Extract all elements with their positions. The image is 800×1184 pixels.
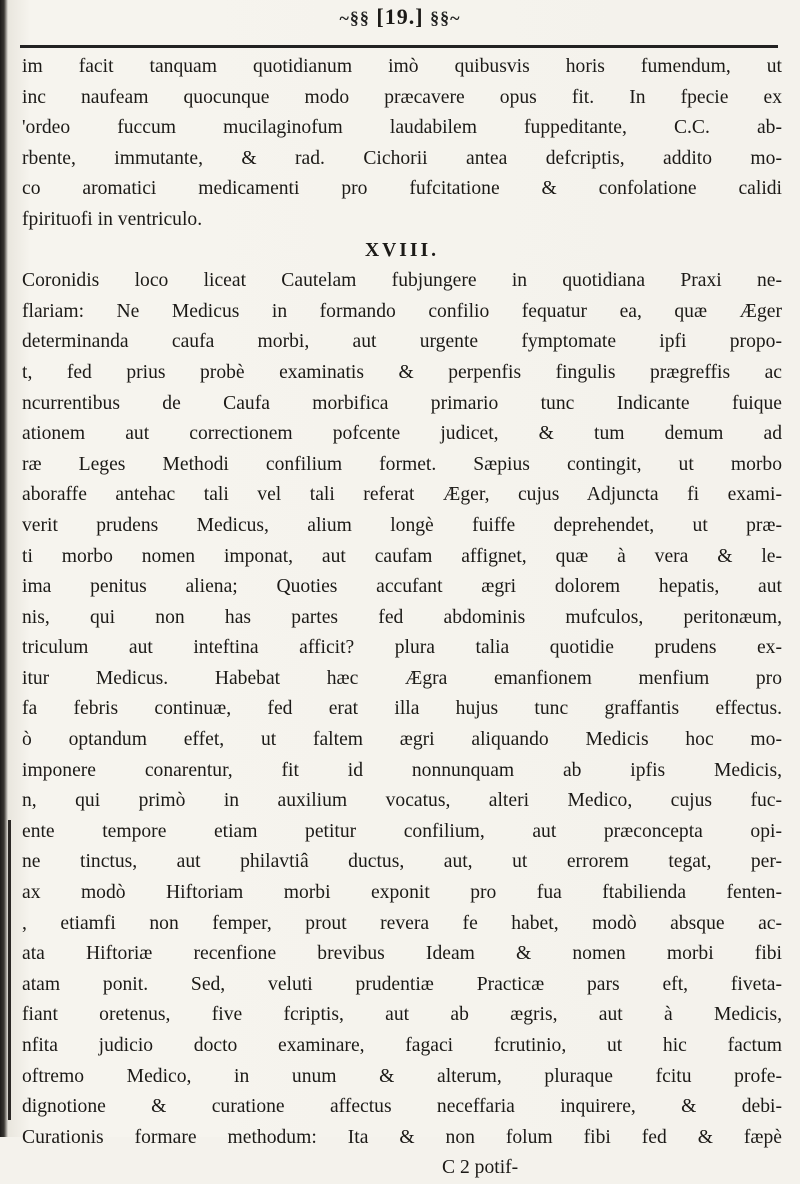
text-line: ata Hiftoriæ recenfione brevibus Ideam & nomen morbi fibi	[22, 943, 782, 965]
page-header	[0, 4, 800, 44]
section-heading: XVIII.	[364, 239, 440, 261]
text-line: t, fed prius probè examinatis & perpenfis fingulis prægreffis ac	[22, 361, 782, 383]
text-line: ne tinctus, aut philavtiâ ductus, aut, ut errorem tegat, per-	[22, 851, 782, 873]
signature-catchword-line: C 2 potif-	[442, 1157, 519, 1179]
text-line: nis, qui non has partes fed abdominis mufculos, peritonæum,	[22, 606, 782, 628]
text-line: ente tempore etiam petitur confilium, aut præconcepta opi-	[22, 820, 782, 842]
body-text	[22, 52, 782, 1184]
text-line: determinanda caufa morbi, aut urgente fymptomate ipfi propo-	[22, 331, 782, 353]
text-line: itur Medicus. Habebat hæc Ægra emanfionem menfium pro	[22, 667, 782, 689]
text-line: atam ponit. Sed, veluti prudentiæ Practicæ pars eft, fiveta-	[22, 973, 782, 995]
text-line: ti morbo nomen imponat, aut caufam affignet, quæ à vera & le-	[22, 545, 782, 567]
text-line: nfita judicio docto examinare, fagaci fcrutinio, ut hic factum	[22, 1035, 782, 1056]
text-line: 'ordeo fuccum mucilaginofum laudabilem fuppeditante, C.C. ab-	[22, 117, 782, 139]
text-line: verit prudens Medicus, alium longè fuiffe deprehendet, ut præ-	[22, 514, 782, 536]
ornament-right: §§~	[430, 8, 461, 28]
text-line: fa febris continuæ, fed erat illa hujus tunc graffantis effectus.	[22, 698, 782, 720]
ornament-left: ~§§	[339, 8, 370, 28]
text-line: n, qui primò in auxilium vocatus, alteri Medico, cujus fuc-	[22, 790, 782, 812]
text-line: triculum aut inteftina afficit? plura talia quotidie prudens ex-	[22, 637, 782, 659]
text-line: aboraffe antehac tali vel tali referat Æger, cujus Adjuncta fi exami-	[22, 484, 782, 506]
binding-shadow	[8, 820, 11, 1120]
text-line: im facit tanquam quotidianum imò quibusvis horis fumendum, ut	[22, 56, 782, 77]
text-line: ò optandum effet, ut faltem ægri aliquando Medicis hoc mo-	[22, 729, 782, 751]
text-line: rbente, immutante, & rad. Cichorii antea defcriptis, addito mo-	[22, 147, 782, 169]
text-line: flariam: Ne Medicus in formando confilio fequatur ea, quæ Æger	[22, 300, 782, 322]
text-line: imponere conarentur, fit id nonnunquam ab ipfis Medicis,	[22, 759, 782, 781]
text-line: co aromatici medicamenti pro fufcitatione & confolatione calidi	[22, 178, 782, 200]
text-line: ima penitus aliena; Quoties accufant ægri dolorem hepatis, aut	[22, 576, 782, 598]
page-number: [19.]	[376, 4, 424, 29]
text-line: ncurrentibus de Caufa morbifica primario tunc Indicante fuique	[22, 392, 782, 414]
text-line: ræ Leges Methodi confilium formet. Sæpius contingit, ut morbo	[22, 453, 782, 475]
text-line: ax modò Hiftoriam morbi exponit pro fua ftabilienda fenten-	[22, 882, 782, 904]
text-line: Curationis formare methodum: Ita & non folum fibi fed & fæpè	[22, 1126, 782, 1148]
text-line: fpirituofi in ventriculo.	[22, 208, 203, 230]
text-line: Coronidis loco liceat Cautelam fubjungere in quotidiana Praxi ne-	[22, 270, 782, 292]
text-line: fiant oretenus, five fcriptis, aut ab ægris, aut à Medicis,	[22, 1004, 782, 1026]
text-line: ationem aut correctionem pofcente judicet, & tum demum ad	[22, 423, 782, 445]
header-rule	[20, 45, 778, 48]
text-line: oftremo Medico, in unum & alterum, pluraque fcitu profe-	[22, 1065, 782, 1087]
text-line: , etiamfi non femper, prout revera fe habet, modò absque ac-	[22, 912, 782, 934]
text-line: dignotione & curatione affectus neceffaria inquirere, & debi-	[22, 1096, 782, 1118]
text-line: inc naufeam quocunque modo præcavere opus fit. In fpecie ex	[22, 86, 782, 108]
